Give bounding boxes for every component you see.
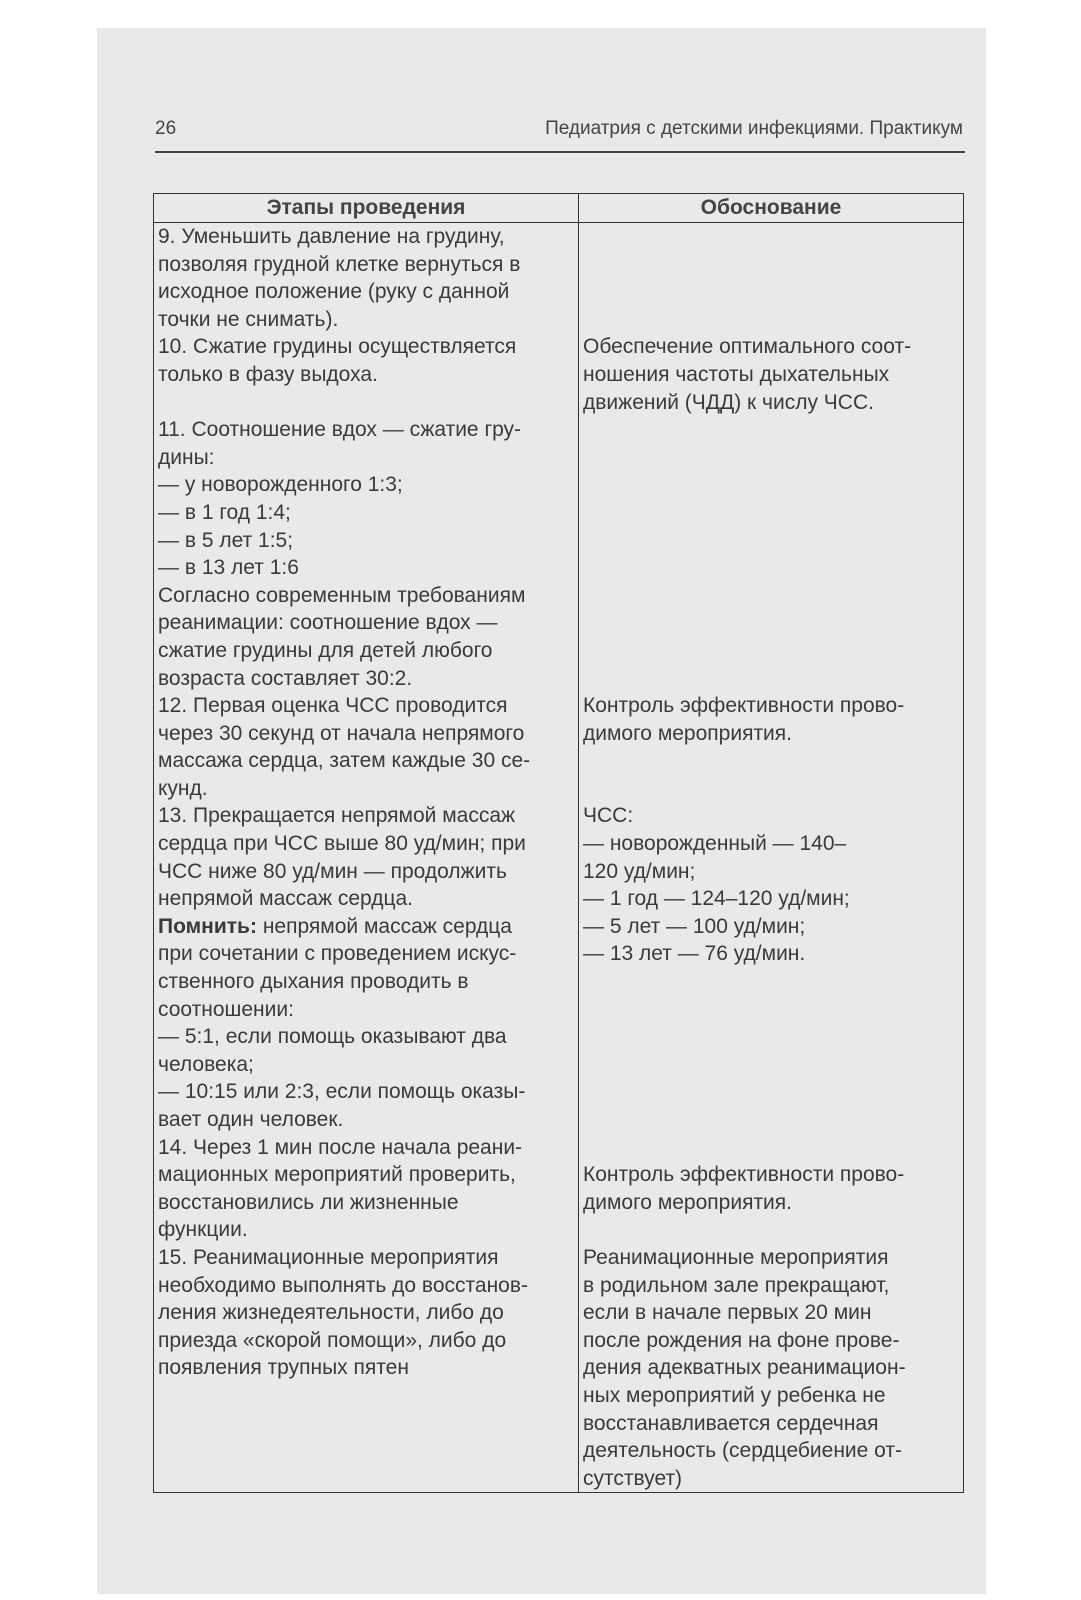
rationale-line (583, 1106, 963, 1134)
rationale-line: ношения частоты дыхательных (583, 362, 890, 386)
stage-line: 15. Реанимационные мероприятия (158, 1245, 499, 1269)
rationale-line: Контроль эффективности прово- (583, 694, 905, 718)
rationale-line: — 5 лет — 100 уд/мин; (583, 914, 806, 938)
col-header-rationale: Обоснование (579, 194, 964, 223)
stage-line: только в фазу выдоха. (158, 362, 378, 386)
running-title: Педиатрия с детскими инфекциями. Практикум (545, 118, 963, 139)
rationale-line (583, 609, 963, 637)
page-number: 26 (155, 118, 177, 139)
rationale-line: — 1 год — 124–120 уд/мин; (583, 887, 850, 911)
stage-line: соотношении: (158, 997, 294, 1021)
stage-line: вает один человек. (158, 1108, 344, 1131)
rationale-line (583, 637, 963, 665)
stage-line: позволяя грудной клетке вернуться в (158, 252, 521, 276)
stage-line: возраста составляет 30:2. (158, 666, 413, 690)
stage-line: реанимации: соотношение вдох — (158, 611, 498, 635)
blank-line (158, 389, 578, 417)
stage-line: — 10:15 или 2:3, если помощь оказы- (158, 1080, 526, 1104)
rationale-line: — 13 лет — 76 уд/мин. (583, 942, 806, 966)
stage-line: ления жизнедеятельности, либо до (158, 1301, 504, 1325)
stage-line: появления трупных пятен (158, 1356, 409, 1380)
stage-line: через 30 секунд от начала непрямого (158, 721, 525, 745)
stage-line: восстановились ли жизненные (158, 1190, 459, 1214)
rationale-line (583, 471, 963, 499)
stage-line: точки не снимать). (158, 307, 339, 331)
stage-line: Согласно современным требованиям (158, 583, 526, 607)
stage-line: сжатие грудины для детей любого (158, 638, 493, 662)
rationale-line: 120 уд/мин; (583, 859, 696, 883)
stage-line: ственного дыхания проводить в (158, 970, 469, 994)
rationale-line (583, 1051, 963, 1079)
rationale-line: Обеспечение оптимального соот- (583, 335, 912, 359)
stage-line: сердца при ЧСС выше 80 уд/мин; при (158, 832, 526, 856)
header-rule (155, 151, 965, 153)
rationale-line: димого мероприятия. (583, 721, 792, 745)
rationale-line (583, 527, 963, 555)
stage-line: ЧСС ниже 80 уд/мин — продолжить (158, 859, 507, 883)
rationale-line (583, 499, 963, 527)
rationale-line (583, 306, 963, 334)
stage-line: массажа сердца, затем каждые 30 се- (158, 749, 531, 773)
stage-line: 13. Прекращается непрямой массаж (158, 804, 516, 828)
rationale-line: Контроль эффективности прово- (583, 1163, 905, 1187)
rationale-line: ЧСС: (583, 804, 634, 828)
stage-line: мационных мероприятий проверить, (158, 1163, 516, 1187)
rationale-line: деятельность (сердцебиение от- (583, 1439, 902, 1463)
stage-line: 14. Через 1 мин после начала реани- (158, 1135, 523, 1159)
stage-line: 9. Уменьшить давление на грудину, (158, 225, 505, 248)
stage-line: приезда «скорой помощи», либо до (158, 1328, 507, 1352)
stage-line: необходимо выполнять до восстанов- (158, 1273, 529, 1297)
rationale-line (583, 665, 963, 693)
rationale-line: после рождения на фоне прове- (583, 1328, 900, 1352)
rationale-line (583, 1216, 963, 1244)
rationale-line: — новорожденный — 140– (583, 832, 847, 856)
stage-line: — в 13 лет 1:6 (158, 556, 299, 580)
rationale-line (583, 223, 963, 251)
stage-line: 11. Соотношение вдох — сжатие гру- (158, 418, 522, 442)
stage-line: 10. Сжатие грудины осуществляется (158, 335, 517, 359)
rationale-line: движений (ЧДД) к числу ЧСС. (583, 390, 874, 414)
stage-line: человека; (158, 1052, 254, 1076)
stage-line: непрямой массаж сердца. (158, 887, 413, 911)
stage-line: — 5:1, если помощь оказывают два (158, 1025, 507, 1049)
stage-line: кунд. (158, 776, 208, 800)
rationale-line (583, 1023, 963, 1051)
rationale-line: восстанавливается сердечная (583, 1411, 879, 1435)
rationale-line: дения адекватных реанимацион- (583, 1356, 906, 1380)
stage-line: — в 1 год 1:4; (158, 500, 291, 524)
rationale-line (583, 444, 963, 472)
rationale-line: ных мероприятий у ребенка не (583, 1383, 886, 1407)
stage-line: — у новорожденного 1:3; (158, 473, 403, 497)
rationale-line (583, 582, 963, 610)
rationale-line (583, 278, 963, 306)
remember-label: Помнить: (158, 914, 257, 938)
stage-line: дины: (158, 445, 215, 469)
stage-line: функции. (158, 1218, 248, 1242)
stage-line: исходное положение (руку с данной (158, 280, 510, 304)
rationale-line (583, 996, 963, 1024)
rationale-line (583, 251, 963, 279)
stages-table (153, 193, 964, 1493)
col-header-stages: Этапы проведения (154, 194, 579, 223)
rationale-cell (579, 223, 964, 1493)
rationale-line (583, 775, 963, 803)
rationale-line (583, 416, 963, 444)
rationale-line: димого мероприятия. (583, 1190, 792, 1214)
rationale-line (583, 554, 963, 582)
rationale-line: в родильном зале прекращают, (583, 1273, 890, 1297)
rationale-line (583, 747, 963, 775)
rationale-line (583, 1078, 963, 1106)
rationale-line: сутствует) (583, 1466, 683, 1490)
remember-line (158, 913, 578, 941)
rationale-line (583, 968, 963, 996)
rationale-line (583, 1134, 963, 1162)
stage-line: 12. Первая оценка ЧСС проводится (158, 694, 508, 718)
stages-cell (154, 223, 579, 1493)
remember-text: непрямой массаж сердца (262, 914, 512, 938)
rationale-line: если в начале первых 20 мин (583, 1301, 872, 1325)
stage-line: — в 5 лет 1:5; (158, 528, 294, 552)
stage-line: при сочетании с проведением искус- (158, 942, 517, 966)
rationale-line: Реанимационные мероприятия (583, 1245, 889, 1269)
